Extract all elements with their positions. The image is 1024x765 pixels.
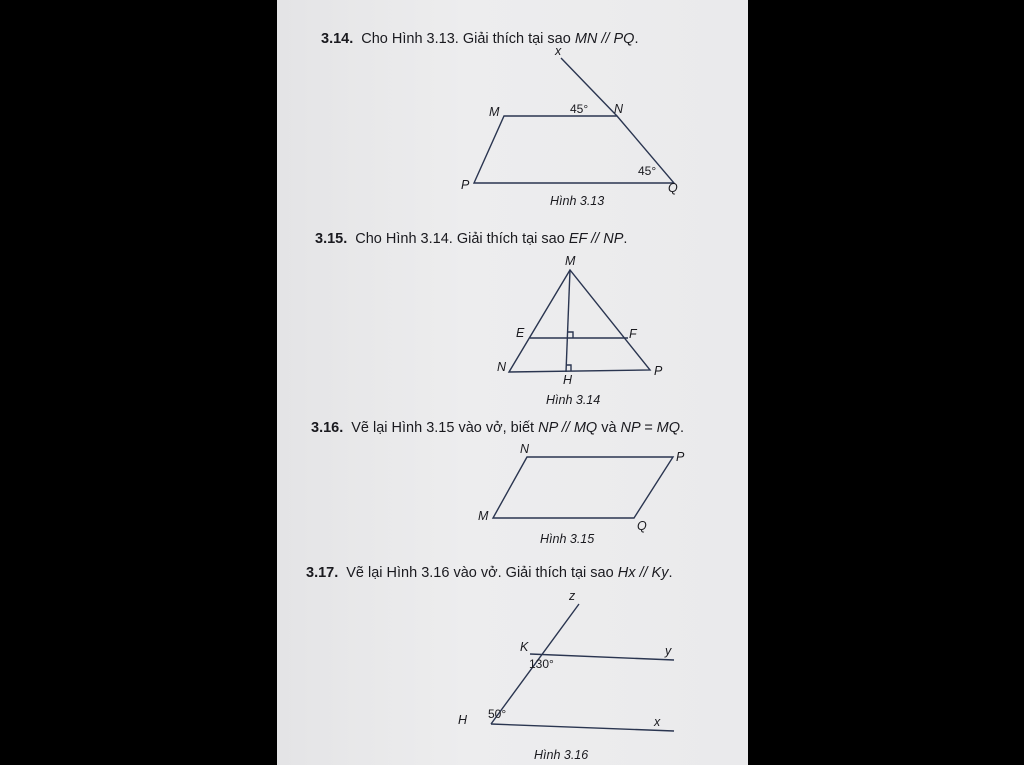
problem-number: 3.16.: [311, 420, 344, 436]
label-y: y: [665, 644, 672, 658]
figure-caption: Hình 3.15: [540, 532, 595, 546]
label-h: H: [458, 713, 468, 727]
figure-caption: Hình 3.13: [550, 194, 605, 208]
parallelogram-npqm: [493, 457, 673, 518]
label-f: F: [629, 327, 637, 341]
label-h: H: [563, 373, 573, 387]
label-n: N: [520, 442, 530, 456]
label-x: x: [555, 44, 562, 58]
label-p: P: [654, 364, 663, 378]
label-m: M: [565, 254, 576, 268]
figure-caption: Hình 3.16: [534, 748, 589, 762]
label-m: M: [489, 105, 500, 119]
angle-label-45-top: 45°: [570, 102, 589, 116]
label-m: M: [478, 509, 489, 523]
label-e: E: [516, 326, 525, 340]
problem-number: 3.17.: [306, 565, 339, 581]
label-p: P: [461, 178, 470, 192]
problem-number: 3.14.: [321, 31, 354, 47]
label-k: K: [520, 640, 529, 654]
label-p: P: [676, 450, 685, 464]
geometry-figures: [277, 0, 748, 765]
angle-label-50: 50°: [488, 707, 507, 721]
label-x: x: [654, 715, 661, 729]
angle-label-45-bottom: 45°: [638, 164, 657, 178]
label-z: z: [569, 589, 576, 603]
problem-3-17: 3.17. Vẽ lại Hình 3.16 vào vở. Giải thích tại sao Hx // Ky.: [306, 565, 673, 581]
angle-label-130: 130°: [529, 657, 554, 671]
label-n: N: [614, 102, 624, 116]
figure-caption: Hình 3.14: [546, 393, 601, 407]
label-q: Q: [637, 519, 647, 533]
triangle-mnp: [509, 270, 650, 372]
altitude-mh: [566, 270, 570, 372]
problem-3-14: 3.14. Cho Hình 3.13. Giải thích tại sao MN // PQ.: [321, 31, 639, 47]
right-angle-mark-top: [568, 332, 573, 338]
problem-3-16: 3.16. Vẽ lại Hình 3.15 vào vở, biết NP // MQ và NP = MQ.: [311, 420, 685, 436]
label-q: Q: [668, 181, 678, 195]
problem-number: 3.15.: [315, 231, 348, 247]
ray-hx: [491, 724, 674, 731]
problem-3-15: 3.15. Cho Hình 3.14. Giải thích tại sao EF // NP.: [315, 231, 628, 247]
textbook-page: [277, 0, 748, 765]
label-n: N: [497, 360, 507, 374]
